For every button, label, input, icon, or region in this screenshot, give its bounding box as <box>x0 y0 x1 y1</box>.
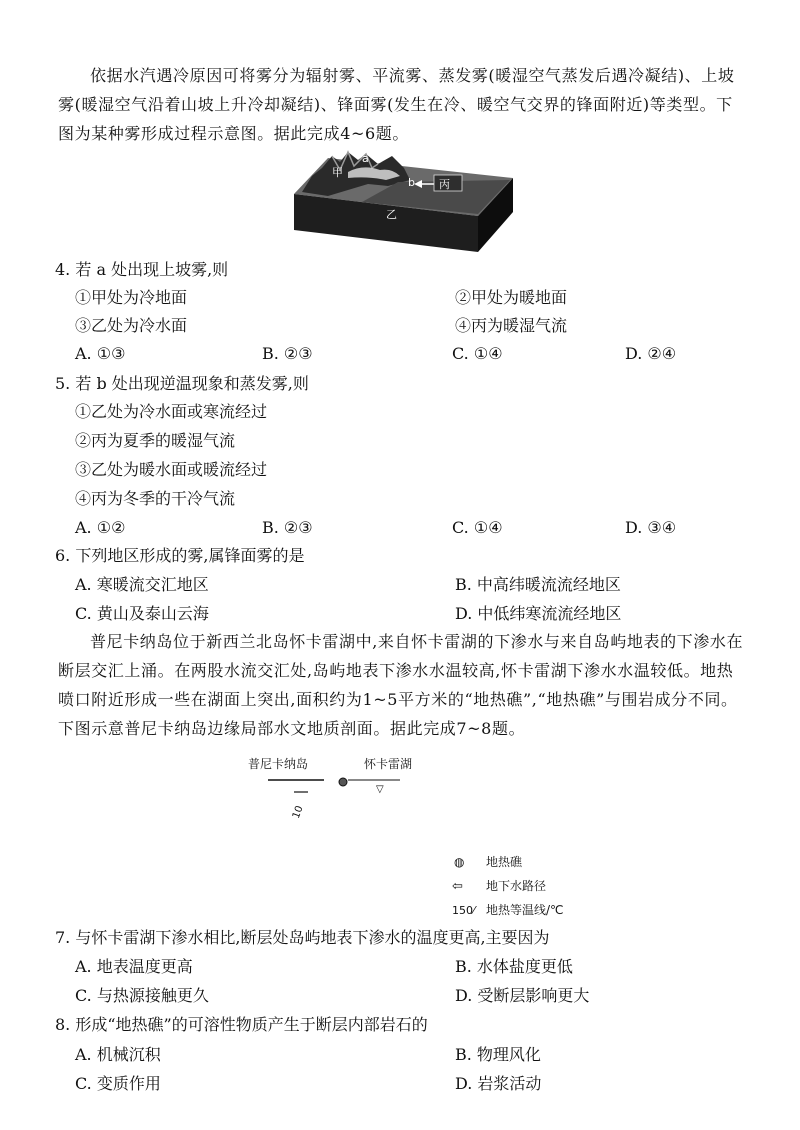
label-bing: 丙 <box>439 178 450 191</box>
q4-item-2: ②甲处为暖地面 <box>455 288 568 307</box>
q4-item-3: ③乙处为冷水面 <box>75 316 188 335</box>
q7-choice-d[interactable]: D. 受断层影响更大 <box>455 986 590 1005</box>
q5-stem: 5. 若 b 处出现逆温现象和蒸发雾,则 <box>55 374 309 393</box>
q8-choice-d[interactable]: D. 岩浆活动 <box>455 1074 542 1093</box>
lake-label: 怀卡雷湖 <box>364 757 413 771</box>
q6-stem: 6. 下列地区形成的雾,属锋面雾的是 <box>55 546 305 565</box>
q7-stem: 7. 与怀卡雷湖下渗水相比,断层处岛屿地表下渗水的温度更高,主要因为 <box>55 928 550 947</box>
fog-block-diagram <box>288 146 520 258</box>
label-yi: 乙 <box>386 208 397 221</box>
q5-choice-b[interactable]: B. ②③ <box>262 518 313 537</box>
q5-item-2: ②丙为夏季的暖湿气流 <box>75 431 236 450</box>
q7-choice-a[interactable]: A. 地表温度更高 <box>75 957 193 976</box>
legend-isotherm-symbol: 150⁄ <box>452 904 475 917</box>
q5-item-1: ①乙处为冷水面或寒流经过 <box>75 402 268 421</box>
intro-paragraph-island: 普尼卡纳岛位于新西兰北岛怀卡雷湖中,来自怀卡雷湖的下渗水与来自岛屿地表的下渗水在断层交汇上涌。在两股水流交汇处,岛屿地表下渗水水温较高,怀卡雷湖下渗水水温较低。地热喷口附近形成一些在湖面上突出,面积约为1~5平方米的“地热礁”,“地热礁”与围岩成分不同。下图示意普尼卡纳岛边缘局部水文地质剖面。据此完成7~8题。 <box>58 632 744 738</box>
q5-choice-d[interactable]: D. ③④ <box>625 518 677 537</box>
geothermal-reef-symbol <box>339 778 347 786</box>
q7-choice-c[interactable]: C. 与热源接触更久 <box>75 986 209 1005</box>
island-label: 普尼卡纳岛 <box>248 757 309 771</box>
q8-choice-c[interactable]: C. 变质作用 <box>75 1074 161 1093</box>
intro-paragraph-fog: 依据水汽遇冷原因可将雾分为辐射雾、平流雾、蒸发雾(暖湿空气蒸发后遇冷凝结)、上坡雾(暖湿空气沿着山坡上升冷却凝结)、锋面雾(发生在冷、暖空气交界的锋面附近)等类型。下图为某种雾形成过程示意图。据此完成4~6题。 <box>58 66 735 143</box>
q4-choice-a[interactable]: A. ①③ <box>75 344 126 363</box>
legend-path-text: 地下水路径 <box>486 879 547 893</box>
q8-stem: 8. 形成“地热礁”的可溶性物质产生于断层内部岩石的 <box>55 1015 428 1034</box>
hydrogeology-profile <box>240 752 570 922</box>
q8-choice-a[interactable]: A. 机械沉积 <box>75 1045 161 1064</box>
legend-isotherm-text: 地热等温线/℃ <box>486 903 564 917</box>
q5-item-3: ③乙处为暖水面或暖流经过 <box>75 460 268 479</box>
q7-choice-b[interactable]: B. 水体盐度更低 <box>455 957 573 976</box>
legend-reef-text: 地热礁 <box>486 855 523 869</box>
q5-choice-a[interactable]: A. ①② <box>75 518 126 537</box>
q4-choice-d[interactable]: D. ②④ <box>625 344 677 363</box>
q6-choice-c[interactable]: C. 黄山及泰山云海 <box>75 604 209 623</box>
q6-choice-a[interactable]: A. 寒暖流交汇地区 <box>75 575 209 594</box>
q6-choice-b[interactable]: B. 中高纬暖流流经地区 <box>455 575 621 594</box>
q5-item-4: ④丙为冬季的干冷气流 <box>75 489 236 508</box>
q4-item-1: ①甲处为冷地面 <box>75 288 188 307</box>
legend-path-symbol: ⇦ <box>452 879 463 894</box>
legend-reef-symbol: ◍ <box>454 855 465 869</box>
lake-symbol: ▽ <box>376 784 384 795</box>
q6-choice-d[interactable]: D. 中低纬寒流流经地区 <box>455 604 622 623</box>
q8-choice-b[interactable]: B. 物理风化 <box>455 1045 541 1064</box>
contour-value: 10 <box>290 804 306 821</box>
q4-item-4: ④丙为暖湿气流 <box>455 316 568 335</box>
q4-stem: 4. 若 a 处出现上坡雾,则 <box>55 260 229 279</box>
q5-choice-c[interactable]: C. ①④ <box>452 518 503 537</box>
q4-choice-b[interactable]: B. ②③ <box>262 344 313 363</box>
label-a: a <box>362 152 369 165</box>
label-jia: 甲 <box>332 166 343 179</box>
q4-choice-c[interactable]: C. ①④ <box>452 344 503 363</box>
label-b: b <box>408 176 415 189</box>
